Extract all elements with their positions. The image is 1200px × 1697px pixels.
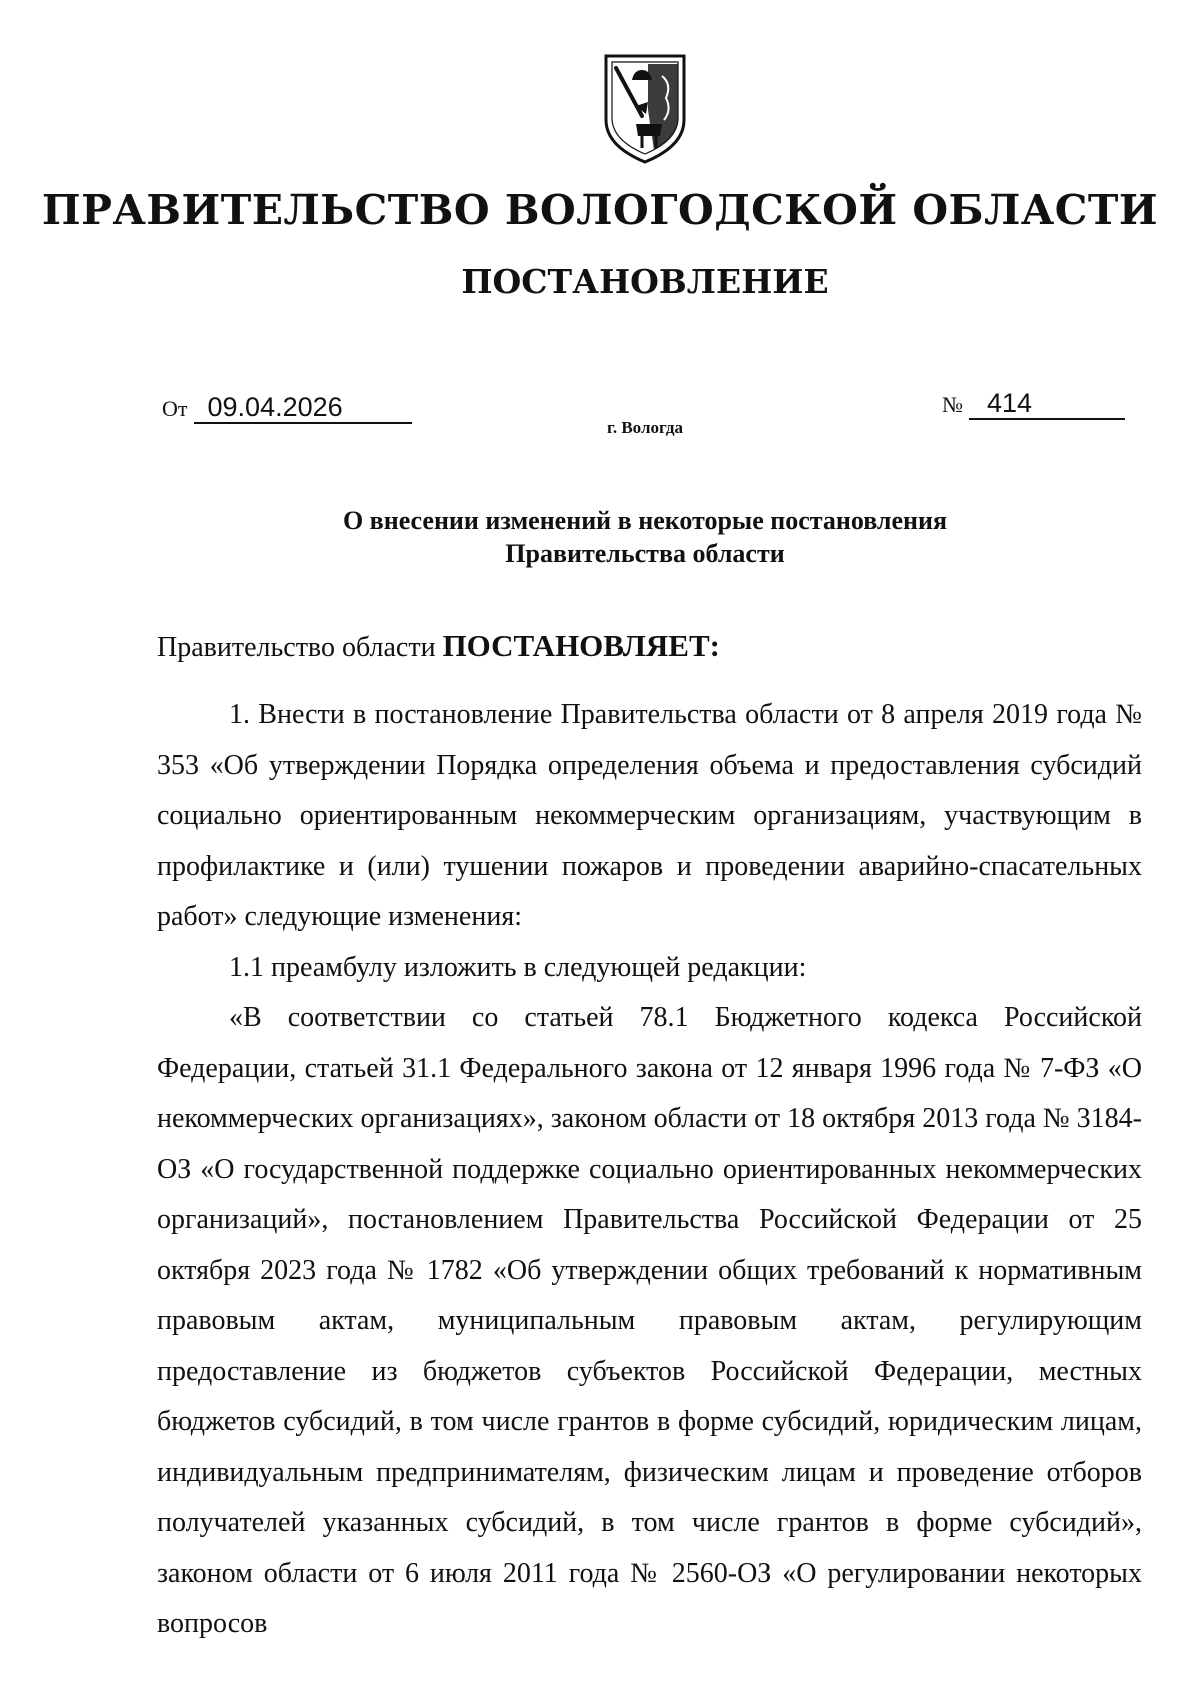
document-body [157, 690, 1142, 1650]
preamble-text: Правительство области [157, 632, 436, 663]
subject-line-2: Правительства области [505, 539, 785, 568]
preamble [157, 628, 720, 664]
coat-of-arms-icon [602, 50, 688, 166]
date-value: 09.04.2026 [194, 392, 412, 424]
government-title: ПРАВИТЕЛЬСТВО ВОЛОГОДСКОЙ ОБЛАСТИ [41, 186, 1159, 234]
paragraph-quote: «В соответствии со статьей 78.1 Бюджетного кодекса Российской Федерации, статьей 31.1 Федерального закона от 12 января 1996 года № 7-ФЗ «О некоммерческих организациях», законом области от 18 октября 2013 года № 3184-ОЗ «О государственной поддержке социально ориентированных некоммерческих организаций», постановлением Правительства Российской Федерации от 25 октября 2023 года № 1782 «Об утверждении общих требований к нормативным правовым актам, муниципальным правовым актам, регулирующим предоставление из бюджетов субъектов Российской Федерации, местных бюджетов субсидий, в том числе грантов в форме субсидий, юридическим лицам, индивидуальным предпринимателям, физическим лицам и проведение отборов получателей указанных субсидий, в том числе грантов в форме субсидий», законом области от 6 июля 2011 года № 2560-ОЗ «О регулировании некоторых вопросов [157, 1002, 1142, 1639]
number-label: № [942, 392, 963, 417]
decree-word: ПОСТАНОВЛЯЕТ: [442, 628, 720, 663]
city: г. Вологда [607, 418, 683, 437]
date-label: От [162, 396, 188, 421]
subject-line-1: О внесении изменений в некоторые постановления [342, 506, 948, 535]
document-subject [0, 504, 1200, 570]
number-field [942, 388, 1125, 420]
document-type: ПОСТАНОВЛЕНИЕ [461, 262, 829, 301]
paragraph-1-1: 1.1 преамбулу изложить в следующей редакции: [229, 951, 807, 983]
paragraph-1: 1. Внести в постановление Правительства области от 8 апреля 2019 года № 353 «Об утверждении Порядка определения объема и предоставления субсидий социально ориентированным некоммерческим организациям, участвующим в профилактике и (или) тушении пожаров и проведении аварийно-спасательных работ» следующие изменения: [157, 699, 1142, 932]
number-value: 414 [969, 388, 1125, 420]
